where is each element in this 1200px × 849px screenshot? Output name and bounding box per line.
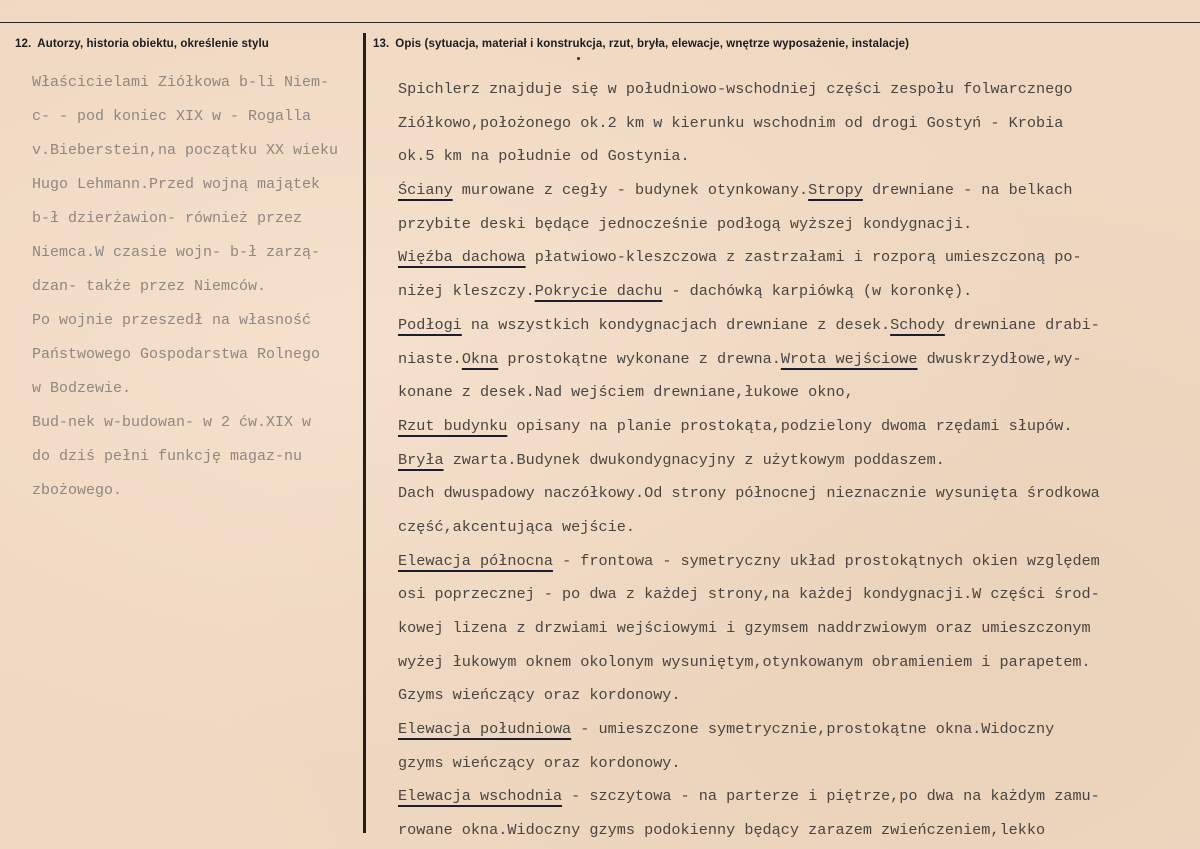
- description-text-segment: murowane z cegły - budynek otynkowany.: [452, 181, 809, 200]
- history-text-line: w Bodzewie.: [32, 380, 132, 397]
- description-text-segment: prostokątne wykonane z drewna.: [498, 349, 781, 368]
- section-12-heading: [15, 38, 269, 50]
- section-keyword: Stropy: [808, 181, 863, 200]
- history-text-line: Bud-nek w-budowan- w 2 ćw.XIX w: [32, 414, 312, 431]
- description-text-segment: drewniane - na belkach: [862, 181, 1073, 200]
- history-text-line: Niemca.W czasie wojn- b-ł zarzą-: [32, 244, 321, 261]
- description-text-segment: - frontowa - symetryczny układ prostokątnych okien względem: [552, 551, 1100, 570]
- section-keyword: Pokrycie dachu: [534, 282, 663, 301]
- section-13-title: Opis (sytuacja, materiał i konstrukcja, rzut, bryła, elewacje, wnętrze wyposażenie, instalacje): [395, 38, 910, 50]
- description-text-segment: rowane okna.Widoczny gzyms podokienny będący zarazem zwieńczeniem,lekko: [398, 821, 1046, 840]
- description-text-line: [398, 376, 1188, 410]
- section-keyword: Więźba dachowa: [398, 248, 526, 267]
- description-text-line: [398, 73, 1188, 107]
- description-text-segment: - dachówką karpiówką (w koronkę).: [662, 282, 973, 301]
- section-keyword: Elewacja wschodnia: [398, 787, 563, 806]
- section-keyword: Rzut budynku: [398, 416, 508, 435]
- description-text-line: [398, 343, 1188, 377]
- history-text-line: Właścicielami Ziółkowa b-li Niem-: [32, 74, 330, 91]
- ink-dot: [577, 57, 580, 60]
- description-text-segment: przybite deski będące jednocześnie podłogą wyższej kondygnacji.: [398, 214, 973, 233]
- description-text-segment: kowej lizena z drzwiami wejściowymi i gzymsem naddrzwiowym oraz umieszczonym: [398, 619, 1091, 637]
- section-keyword: Bryła: [398, 450, 444, 469]
- section-keyword: Elewacja północna: [398, 551, 553, 570]
- description-text-segment: płatwiowo-kleszczowa z zastrzałami i rozporą umieszczoną po-: [525, 248, 1082, 267]
- description-text-segment: drewniane drabi-: [944, 315, 1100, 334]
- description-text-segment: na wszystkich kondygnacjach drewniane z desek.: [461, 315, 891, 334]
- description-text-line: [398, 511, 1188, 545]
- description-text-segment: niżej kleszczy.: [398, 282, 535, 301]
- section-12-number: 12.: [15, 38, 32, 50]
- column-divider: [363, 33, 366, 833]
- description-text-segment: - szczytowa - na parterze i piętrze,po dwa na każdym zamu-: [562, 787, 1100, 806]
- description-text-line: [398, 275, 1188, 309]
- section-keyword: Schody: [890, 315, 945, 334]
- description-text-segment: Gzyms wieńczący oraz kordonowy.: [398, 686, 681, 705]
- description-text-line: [398, 309, 1188, 343]
- section-13-body: [398, 73, 1188, 848]
- history-text-line: v.Bieberstein,na początku XX wieku: [32, 142, 339, 159]
- top-border-line: [0, 22, 1200, 23]
- section-keyword: Okna: [461, 349, 499, 368]
- description-text-segment: Dach dwuspadowy naczółkowy.Od strony północnej nieznacznie wysunięta środkowa: [398, 484, 1100, 503]
- description-text-line: [398, 107, 1188, 141]
- history-text-line: Państwowego Gospodarstwa Rolnego: [32, 346, 321, 363]
- description-text-segment: opisany na planie prostokąta,podzielony dwoma rzędami słupów.: [507, 416, 1073, 435]
- section-12-title: Autorzy, historia obiektu, określenie stylu: [37, 38, 269, 50]
- description-text-line: [398, 578, 1188, 612]
- description-text-line: [398, 679, 1188, 713]
- description-text-segment: ok.5 km na południe od Gostynia.: [398, 147, 690, 166]
- history-text-line: b-ł dzierżawion- również przez: [32, 210, 303, 227]
- description-text-segment: niaste.: [398, 349, 462, 368]
- description-text-line: [398, 208, 1188, 242]
- description-text-line: [398, 545, 1188, 579]
- section-keyword: Wrota wejściowe: [780, 349, 918, 368]
- description-text-line: [398, 410, 1188, 444]
- description-text-segment: osi poprzecznej - po dwa z każdej strony,na każdej kondygnacji.W części środ-: [398, 585, 1100, 604]
- description-text-segment: - umieszczone symetrycznie,prostokątne okna.Widoczny: [571, 720, 1055, 739]
- description-text-line: [398, 646, 1188, 680]
- section-12-body: [32, 66, 362, 508]
- section-13-heading: [373, 38, 909, 50]
- description-text-segment: dwuskrzydłowe,wy-: [917, 349, 1082, 368]
- description-text-segment: Spichlerz znajduje się w południowo-wschodniej części zespołu folwarcznego: [398, 80, 1073, 98]
- description-text-segment: część,akcentująca wejście.: [398, 517, 635, 536]
- history-text-line: Hugo Lehmann.Przed wojną majątek: [32, 176, 321, 193]
- description-text-segment: gzyms wieńczący oraz kordonowy.: [398, 753, 681, 772]
- section-keyword: Elewacja południowa: [398, 720, 572, 739]
- description-text-line: [398, 780, 1188, 814]
- history-text-line: dzan- także przez Niemców.: [32, 278, 267, 295]
- description-text-line: [398, 747, 1188, 781]
- description-text-line: [398, 612, 1188, 646]
- description-text-line: [398, 713, 1188, 747]
- description-text-segment: wyżej łukowym oknem okolonym wysuniętym,otynkowanym obramieniem i parapetem.: [398, 652, 1091, 671]
- history-text-line: Po wojnie przeszedł na własność: [32, 312, 312, 329]
- description-text-line: [398, 444, 1188, 478]
- history-text-line: zbożowego.: [32, 482, 123, 499]
- description-text-line: [398, 814, 1188, 848]
- section-keyword: Ściany: [398, 181, 453, 200]
- description-text-line: [398, 241, 1188, 275]
- description-text-line: [398, 174, 1188, 208]
- description-text-segment: zwarta.Budynek dwukondygnacyjny z użytkowym poddaszem.: [443, 450, 945, 469]
- history-text-line: do dziś pełni funkcję magaz-nu: [32, 448, 303, 465]
- section-13-number: 13.: [373, 38, 390, 50]
- section-keyword: Podłogi: [398, 315, 462, 334]
- description-text-line: [398, 477, 1188, 511]
- description-text-segment: Ziółkowo,położonego ok.2 km w kierunku wschodnim od drogi Gostyń - Krobia: [398, 113, 1064, 132]
- history-text-line: c- - pod koniec XIX w - Rogalla: [32, 108, 312, 125]
- description-text-line: [398, 140, 1188, 174]
- description-text-segment: konane z desek.Nad wejściem drewniane,łukowe okno,: [398, 383, 854, 402]
